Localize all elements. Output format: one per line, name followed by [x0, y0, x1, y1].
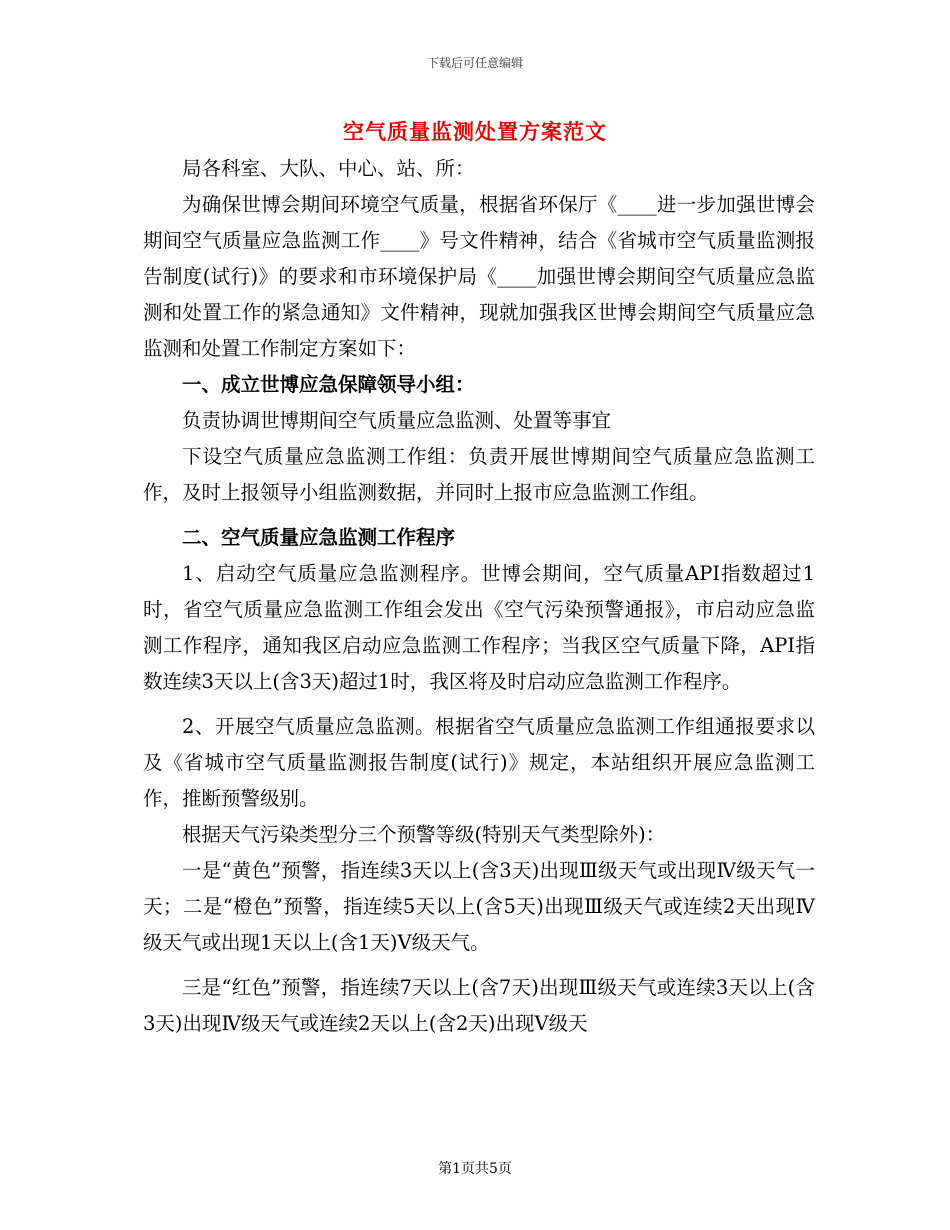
document-body: [143, 151, 815, 1042]
body-paragraph: 2、开展空气质量应急监测。根据省空气质量应急监测工作组通报要求以及《省城市空气质量监测报告制度(试行)》规定，本站组织开展应急监测工作，推断预警级别。: [143, 715, 815, 810]
document-title: 空气质量监测处置方案范文: [343, 119, 607, 144]
intro-paragraph: 为确保世博会期间环境空气质量，根据省环保厅《____进一步加强世博会期间空气质量应急监测工作____》号文件精神，结合《省城市空气质量监测报告制度(试行)》的要求和市环境保护局《____加强世博会期间空气质量应急监测和处置工作的紧急通知》文件精神，现就加强我区世博会期间空气质量应急监测和处置工作制定方案如下：: [143, 193, 815, 360]
body-paragraph: 根据天气污染类型分三个预警等级(特别天气类型除外)：: [182, 823, 666, 846]
body-paragraph: 1、启动空气质量应急监测程序。世博会期间，空气质量API指数超过1时，省空气质量应急监测工作组会发出《空气污染预警通报》，市启动应急监测工作程序，通知我区启动应急监测工作程序；当我区空气质量下降，API指数连续3天以上(含3天)超过1时，我区将及时启动应急监测工作程序。: [143, 562, 815, 693]
body-paragraph: 三是“红色”预警，指连续7天以上(含7天)出现Ⅲ级天气或连续3天以上(含3天)出现Ⅳ级天气或连续2天以上(含2天)出现Ⅴ级天: [143, 976, 815, 1035]
body-paragraph: 一是“黄色”预警，指连续3天以上(含3天)出现Ⅲ级天气或出现Ⅳ级天气一天；二是“橙色”预警，指连续5天以上(含5天)出现Ⅲ级天气或连续2天出现Ⅳ级天气或出现1天以上(含1天)Ⅴ级天气。: [143, 859, 815, 954]
header-note: 下载后可任意编辑: [426, 56, 523, 70]
page-number: 第1页共5页: [438, 1161, 512, 1177]
section-heading-1: 一、成立世博应急保障领导小组：: [182, 373, 475, 396]
section-heading-2: 二、空气质量应急监测工作程序: [182, 526, 456, 549]
salutation-paragraph: 局各科室、大队、中心、站、所：: [182, 157, 475, 180]
body-paragraph: 下设空气质量应急监测工作组：负责开展世博期间空气质量应急监测工作，及时上报领导小组监测数据，并同时上报市应急监测工作组。: [143, 445, 815, 504]
body-paragraph: 负责协调世博期间空气质量应急监测、处置等事宜: [182, 409, 612, 432]
